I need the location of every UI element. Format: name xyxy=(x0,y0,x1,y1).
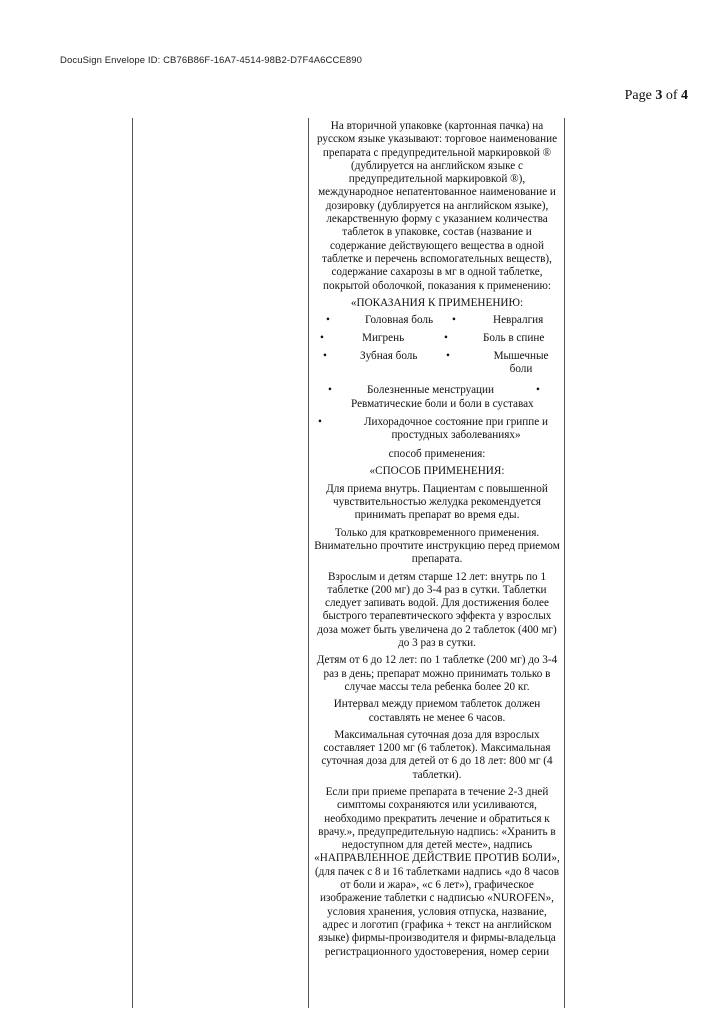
table-border-left xyxy=(132,118,133,1008)
bullet-item: Болезненные менструации xyxy=(367,384,495,397)
page-total: 4 xyxy=(681,88,688,103)
dosage-children-paragraph: Детям от 6 до 12 лет: по 1 таблетке (200 мг) до 3-4 раз в день; препарат можно принимать только в случае массы тела ребенка более 20 кг. xyxy=(316,654,558,693)
bullet-row xyxy=(313,384,561,412)
bullet-symbol: • xyxy=(320,332,324,345)
bullet-item: Мышечные боли xyxy=(493,350,549,376)
page-of: of xyxy=(662,88,681,103)
bullet-item: Лихорадочное состояние при гриппе и простудных заболеваниях» xyxy=(363,416,549,442)
secondary-packaging-paragraph: На вторичной упаковке (картонная пачка) на русском языке указывают: торговое наименование препарата с предупредительной маркировкой ® (дублируется на английском языке с предупредительной маркировкой ®), международное непатентованное наименование и дозировку (дублируется на английском языке), лекарственную форму с указанием количества таблеток в упаковке, состав (название и содержание действующего вещества в одной таблетке и перечень вспомогательных веществ), содержание сахарозы в мг в одной таблетке, покрытой оболочкой, показания к применению: xyxy=(316,120,558,292)
table-border-right xyxy=(564,118,565,1008)
bullet-symbol: • xyxy=(452,314,456,327)
bullet-item: Боль в спине xyxy=(483,332,545,345)
bullet-symbol: • xyxy=(323,350,327,363)
bullet-symbol: • xyxy=(328,384,332,397)
max-dose-paragraph: Максимальная суточная доза для взрослых составляет 1200 мг (6 таблеток). Максимальная суточная доза для детей от 6 до 18 лет: 800 мг (4 таблетки). xyxy=(321,728,553,781)
page-number xyxy=(625,88,688,104)
table-border-middle xyxy=(308,118,309,1008)
bullet-item: Зубная боль xyxy=(360,350,418,363)
bullet-symbol: • xyxy=(444,332,448,345)
method-paragraph: Для приема внутрь. Пациентам с повышенной чувствительностью желудка рекомендуется принимать препарат во время еды. xyxy=(326,482,548,522)
bullet-item: Мигрень xyxy=(362,332,405,345)
method-line: способ применения: xyxy=(388,448,486,461)
interval-paragraph: Интервал между приемом таблеток должен составлять не менее 6 часов. xyxy=(333,698,541,724)
packaging-text-column xyxy=(313,120,561,963)
indications-heading: «ПОКАЗАНИЯ К ПРИМЕНЕНИЮ: xyxy=(350,296,524,309)
bullet-row xyxy=(313,332,561,346)
warnings-paragraph: Если при приеме препарата в течение 2-3 дней симптомы сохраняются или усиливаются, необходимо прекратить лечение и обратиться к врачу.», предупредительную надпись: «Хранить в недоступном для детей месте», надпись «НАПРАВЛЕННОЕ ДЕЙСТВИЕ ПРОТИВ БОЛИ», (для пачек с 8 и 16 таблетками надпись «до 8 часов от боли и жара», «с 6 лет»), графическое изображение таблетки с надписью «NUROFEN», условия хранения, условия отпуска, название, адрес и логотип (графика + текст на английском языке) фирмы-производителя и фирмы-владельца регистрационного удостоверения, номер серии xyxy=(314,785,560,958)
method-paragraph: Только для кратковременного применения. Внимательно прочтите инструкцию перед приемом препарата. xyxy=(314,526,560,566)
bullet-row xyxy=(313,416,561,444)
bullet-symbol: • xyxy=(446,350,450,363)
bullet-item: Головная боль xyxy=(365,314,434,327)
bullet-row xyxy=(313,350,561,380)
bullet-row xyxy=(313,314,561,328)
bullet-item: Ревматические боли и боли в суставах xyxy=(351,398,534,411)
method-heading: «СПОСОБ ПРИМЕНЕНИЯ: xyxy=(369,465,505,478)
page-prefix: Page xyxy=(624,88,656,103)
bullet-symbol: • xyxy=(536,384,540,397)
bullet-symbol: • xyxy=(326,314,330,327)
dosage-adults-paragraph: Взрослым и детям старше 12 лет: внутрь по 1 таблетке (200 мг) до 3-4 раз в сутки. Таблетки следует запивать водой. Для достижения более быстрого терапевтического эффекта у взрослых доза может быть увеличена до 2 таблеток (400 мг) до 3 раз в сутки. xyxy=(317,570,557,650)
docusign-envelope-id: DocuSign Envelope ID: CB76B86F-16A7-4514-98B2-D7F4A6CCE890 xyxy=(60,55,363,66)
bullet-symbol: • xyxy=(318,416,322,429)
bullet-item: Невралгия xyxy=(493,314,544,327)
page-current: 3 xyxy=(655,88,663,103)
